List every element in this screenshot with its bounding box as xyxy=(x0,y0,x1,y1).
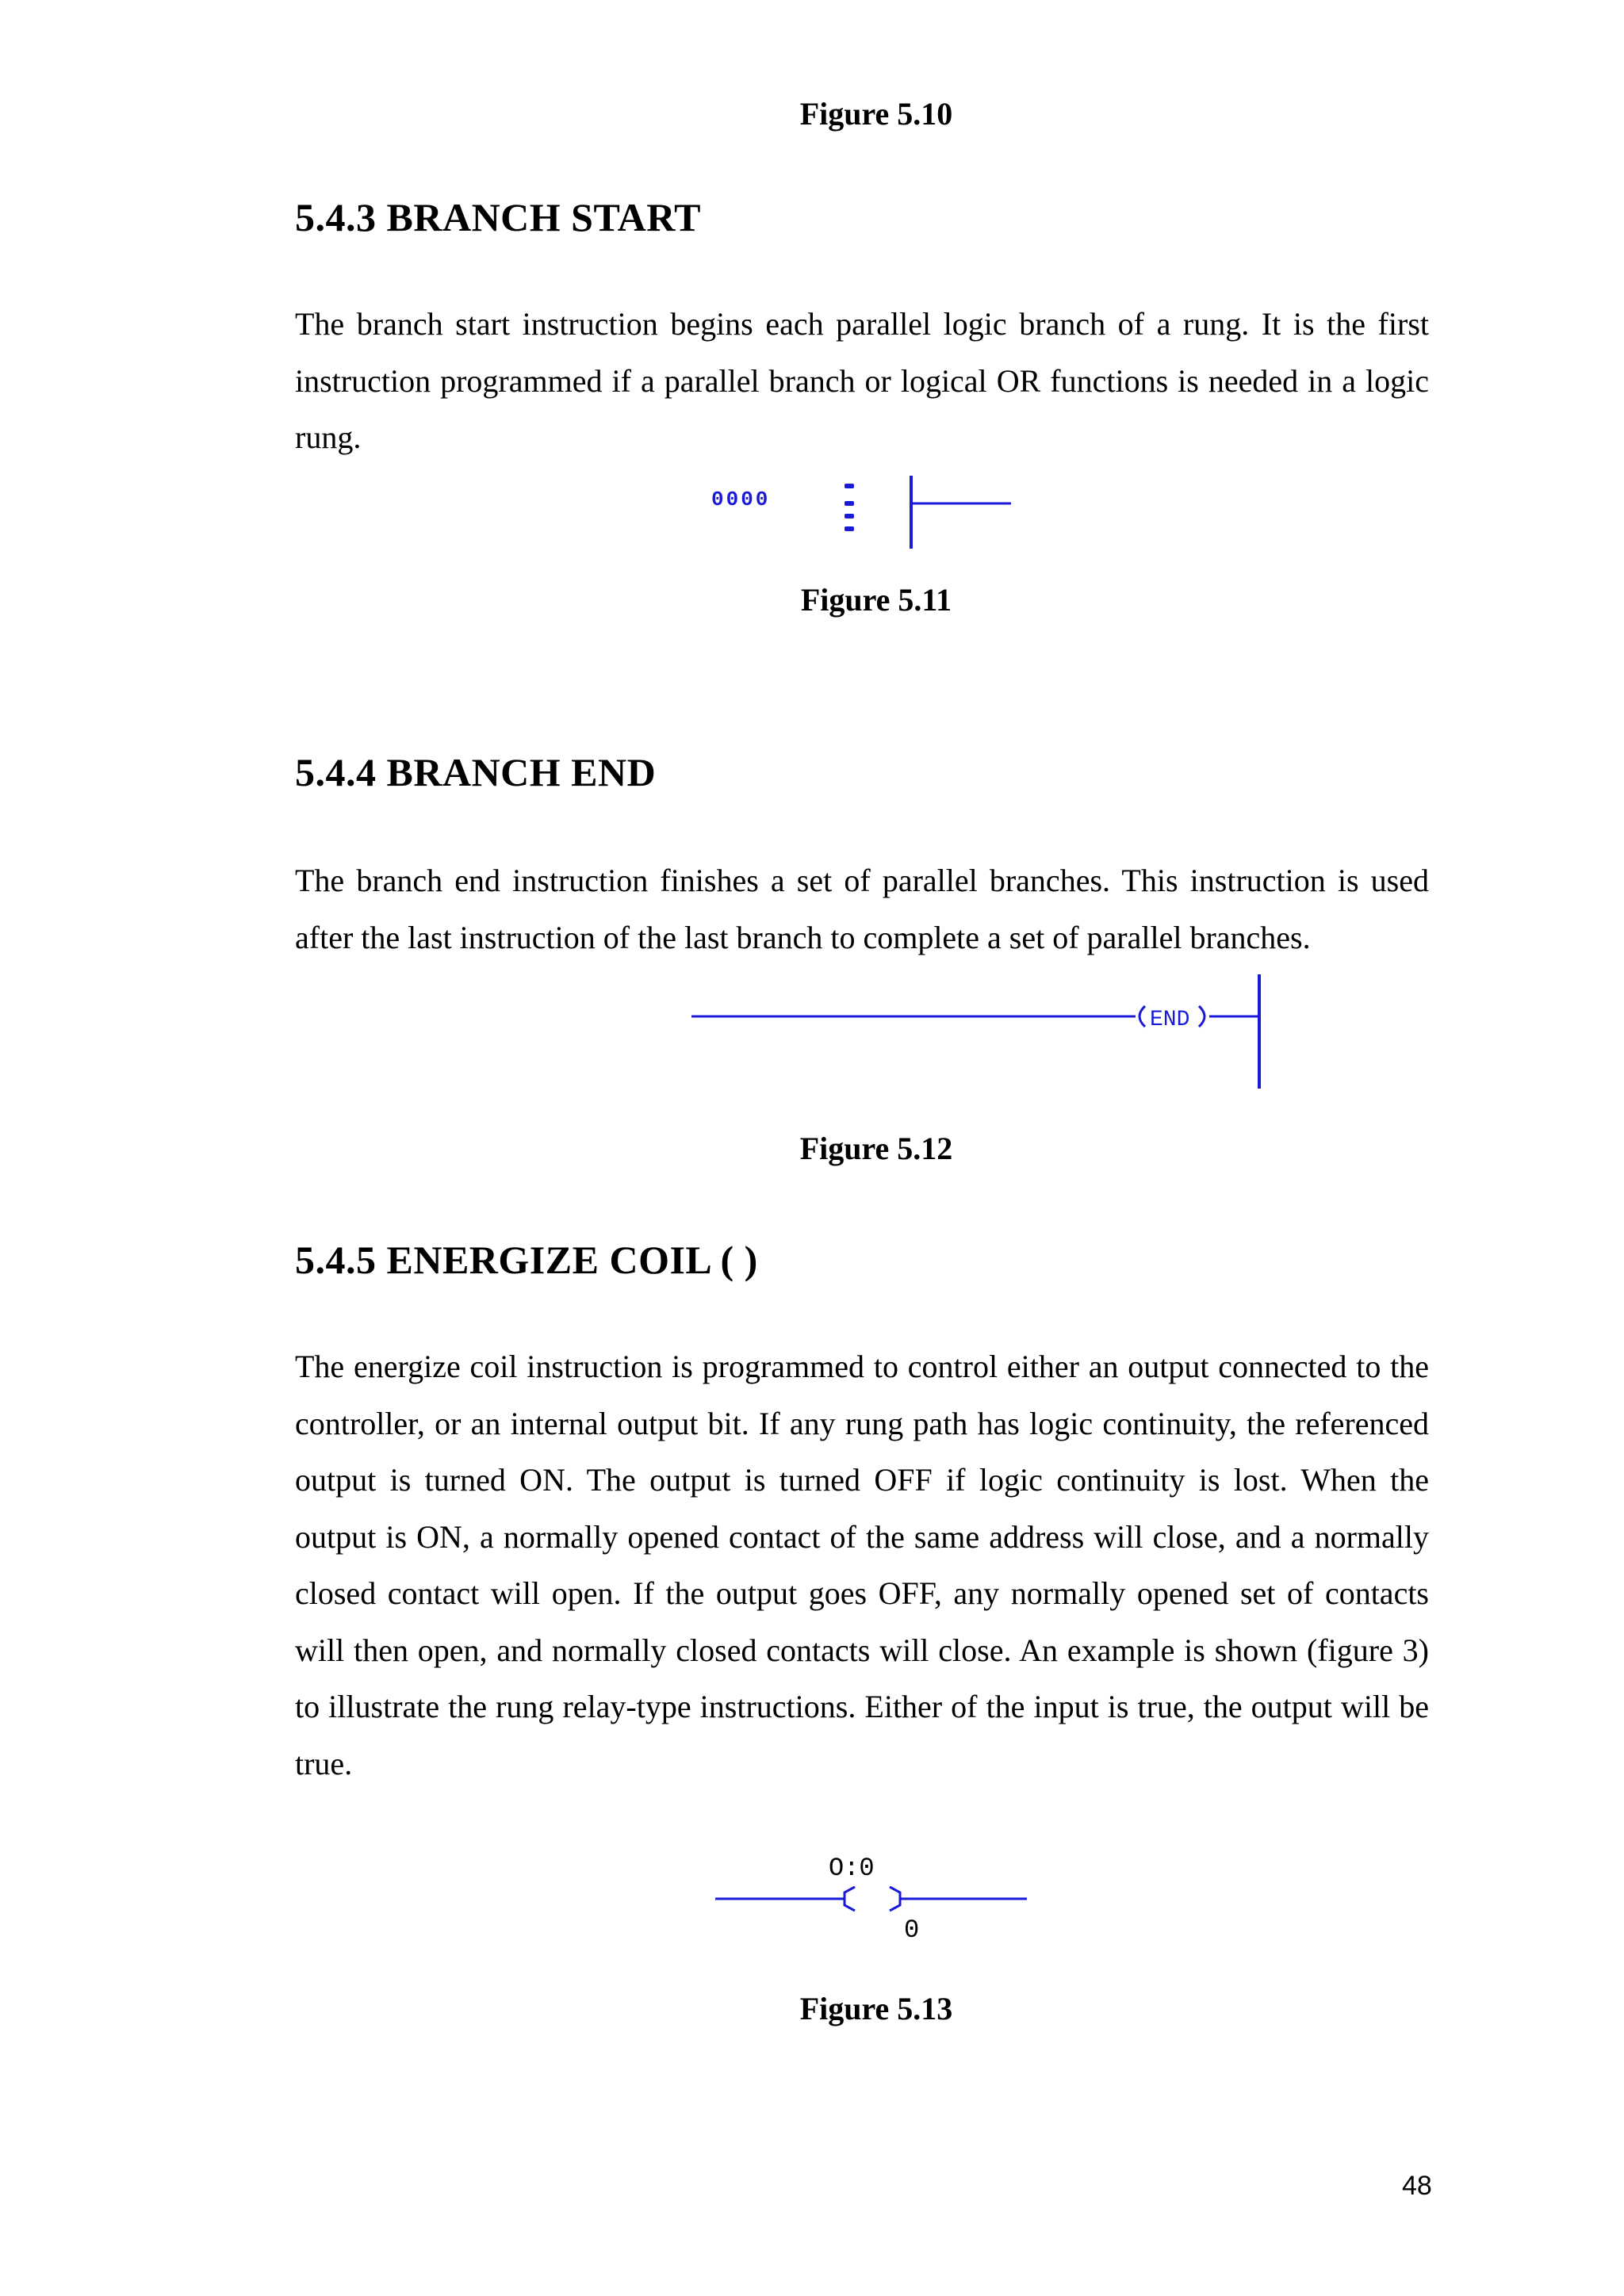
section-heading-branch-end: 5.4.4 BRANCH END xyxy=(295,750,657,794)
figure-caption-5-12: Figure 5.12 xyxy=(799,1131,953,1166)
energize-coil-diagram xyxy=(714,1847,1035,1945)
coil-left-paren-icon xyxy=(845,1887,855,1911)
figure-caption-5-13: Figure 5.13 xyxy=(799,1991,953,2026)
coil-address-label: O:0 xyxy=(829,1854,875,1883)
section-heading-branch-start: 5.4.3 BRANCH START xyxy=(295,195,701,239)
branch-end-diagram xyxy=(690,971,1269,1090)
rung-number-label: 0000 xyxy=(711,488,771,511)
page-number: 48 xyxy=(1402,2171,1432,2201)
paragraph-text: The branch start instruction begins each parallel logic branch of a rung. It is the first instruction programmed if a parallel branch or logical OR functions is needed in a logic rung. xyxy=(295,306,1429,455)
paragraph-branch-end xyxy=(295,852,1429,966)
rung-marker-icon xyxy=(845,484,854,531)
figure-caption-5-10: Figure 5.10 xyxy=(799,96,953,132)
paragraph-text: The branch end instruction finishes a set of parallel branches. This instruction is used after the last instruction of the last branch to complete a set of parallel branches. xyxy=(295,863,1429,955)
branch-start-diagram xyxy=(710,468,1043,559)
paragraph-text: The energize coil instruction is programmed to control either an output connected to the controller, or an internal output bit. If any rung path has logic continuity, the referenced output is turned ON. The output is turned OFF if logic continuity is lost. When the output is ON, a normally opened contact of the same address will close, and a normally closed contact will open. If the output goes OFF, any normally opened set of contacts will then open, and normally closed contacts will close. An example is shown (figure 3) to illustrate the rung relay-type instructions. Either of the input is true, the output will be true. xyxy=(295,1349,1429,1781)
end-label: END xyxy=(1150,1008,1190,1032)
end-left-paren-icon xyxy=(1139,1006,1145,1027)
section-heading-energize-coil: 5.4.5 ENERGIZE COIL ( ) xyxy=(295,1238,758,1282)
coil-bit-label: 0 xyxy=(904,1915,920,1945)
paragraph-branch-start xyxy=(295,296,1429,466)
figure-caption-5-11: Figure 5.11 xyxy=(800,582,952,618)
paragraph-energize-coil xyxy=(295,1338,1429,1792)
coil-right-paren-icon xyxy=(890,1887,900,1911)
end-right-paren-icon xyxy=(1199,1006,1205,1027)
